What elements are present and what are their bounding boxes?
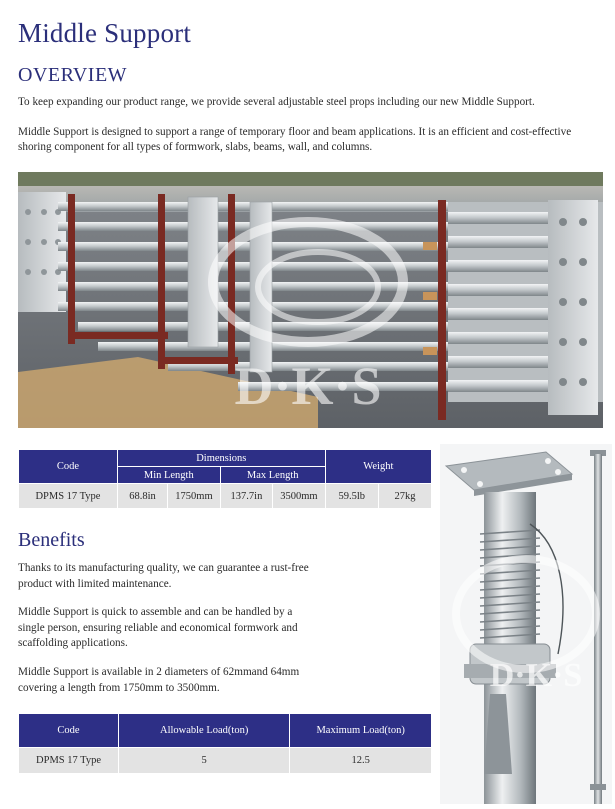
spec-cell-weight-lb: 59.5lb: [325, 484, 378, 509]
spec-header-dimensions: Dimensions: [117, 450, 325, 467]
page-title: Middle Support: [18, 18, 192, 48]
spec-cell-min-mm: 1750mm: [168, 484, 221, 509]
spec-table: [18, 449, 432, 509]
load-table: [18, 713, 432, 774]
overview-heading: OVERVIEW: [18, 64, 128, 86]
spec-header-min-length: Min Length: [117, 467, 220, 484]
load-header-maximum: Maximum Load(ton): [290, 714, 432, 748]
load-header-allowable: Allowable Load(ton): [119, 714, 290, 748]
prop-closeup-illustration: [440, 444, 612, 804]
benefits-paragraph-1: Thanks to its manufacturing quality, we can guarantee a rust-free product with limited maintenance.: [18, 562, 309, 590]
benefits-heading: Benefits: [18, 529, 85, 551]
load-cell-maximum: 12.5: [290, 748, 432, 774]
prop-closeup-photo: [440, 444, 612, 804]
spec-cell-max-mm: 3500mm: [273, 484, 326, 509]
spec-header-max-length: Max Length: [220, 467, 325, 484]
benefits-paragraph-2: Middle Support is quick to assemble and can be handled by a single person, ensuring reliable and economical formwork and scaffolding applications.: [18, 606, 298, 649]
load-header-code: Code: [19, 714, 119, 748]
load-cell-allowable: 5: [119, 748, 290, 774]
spec-cell-weight-kg: 27kg: [378, 484, 431, 509]
spec-header-weight: Weight: [325, 450, 431, 484]
load-cell-code: DPMS 17 Type: [19, 748, 119, 774]
spec-cell-min-in: 68.8in: [117, 484, 167, 509]
spec-header-code: Code: [19, 450, 118, 484]
overview-paragraph-2: Middle Support is designed to support a range of temporary floor and beam applications. It is an efficient and cost-effective shoring component for all types of formwork, slabs, beams, wall, and columns.: [18, 126, 572, 153]
product-stack-illustration: [18, 172, 603, 428]
photo-watermark: D·K·S: [234, 356, 382, 416]
spec-cell-code: DPMS 17 Type: [19, 484, 118, 509]
prop-watermark: D·K·S: [489, 657, 583, 694]
overview-paragraph-1: To keep expanding our product range, we provide several adjustable steel props including our new Middle Support.: [18, 96, 535, 108]
product-stack-photo: [18, 172, 603, 428]
benefits-paragraph-3: Middle Support is available in 2 diameters of 62mmand 64mm covering a length from 1750mm to 3500mm.: [18, 666, 300, 694]
spec-cell-max-in: 137.7in: [220, 484, 272, 509]
